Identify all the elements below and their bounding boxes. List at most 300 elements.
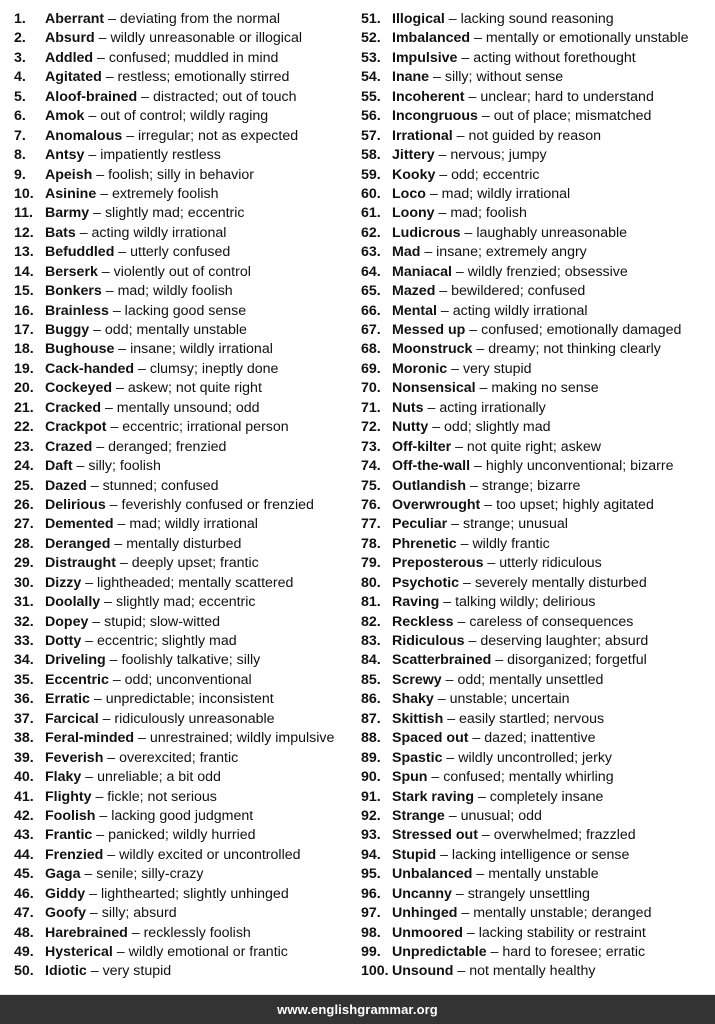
item-word: Cack-handed <box>45 360 135 377</box>
item-separator: – <box>441 671 458 688</box>
item-definition: lacking good judgment <box>111 807 254 824</box>
item-number: 37. <box>14 710 34 727</box>
item-text <box>392 962 595 981</box>
item-number: 3. <box>14 49 26 66</box>
item-text <box>392 321 681 340</box>
item-text <box>45 88 297 107</box>
item-text <box>392 127 601 146</box>
item-definition: utterly confused <box>130 244 231 261</box>
item-text <box>45 107 268 126</box>
item-text <box>45 554 259 573</box>
list-item <box>361 88 689 107</box>
item-word: Frantic <box>45 827 93 844</box>
item-definition: overexcited; frantic <box>119 749 239 766</box>
item-separator: – <box>447 516 463 533</box>
item-separator: – <box>464 88 481 105</box>
item-separator: – <box>85 905 102 922</box>
item-separator: – <box>112 944 129 960</box>
item-separator: – <box>93 49 109 66</box>
item-definition: mentally or emotionally unstable <box>485 30 689 47</box>
list-item <box>361 690 689 709</box>
item-number: 83. <box>361 633 381 649</box>
item-separator: – <box>88 613 105 630</box>
item-number: 63. <box>361 244 381 261</box>
item-definition: disorganized; forgetful <box>507 652 647 669</box>
item-separator: – <box>452 127 469 144</box>
item-separator: – <box>465 322 482 338</box>
item-word: Spun <box>392 769 428 786</box>
item-text <box>392 166 539 185</box>
list-item <box>361 29 689 48</box>
list-item <box>361 166 689 185</box>
item-separator: – <box>86 963 103 980</box>
item-definition: easily startled; nervous <box>459 710 605 727</box>
item-word: Flaky <box>45 769 82 786</box>
item-text <box>392 826 636 845</box>
item-text <box>392 904 651 923</box>
item-word: Spastic <box>392 749 443 766</box>
item-number: 33. <box>14 633 34 649</box>
item-definition: completely insane <box>489 788 604 805</box>
item-word: Aloof-brained <box>45 88 138 105</box>
item-number: 98. <box>361 924 381 941</box>
item-definition: odd; mentally unstable <box>104 322 247 338</box>
list-item <box>361 671 689 690</box>
item-text <box>392 807 542 826</box>
item-separator: – <box>470 458 486 475</box>
item-text <box>392 10 614 29</box>
list-item <box>361 865 689 884</box>
item-number: 60. <box>361 185 381 202</box>
list-item <box>361 68 689 87</box>
item-definition: odd; slightly mad <box>444 419 551 436</box>
item-number: 38. <box>14 730 34 747</box>
item-separator: – <box>456 535 473 552</box>
item-text <box>392 204 527 223</box>
list-item <box>14 360 334 379</box>
item-number: 61. <box>361 205 381 222</box>
item-word: Cockeyed <box>45 380 113 397</box>
item-text <box>392 768 614 787</box>
item-text <box>45 904 177 923</box>
item-number: 10. <box>14 185 34 202</box>
item-number: 76. <box>361 496 381 513</box>
item-definition: too upset; highly agitated <box>496 496 654 513</box>
item-number: 48. <box>14 924 34 941</box>
item-word: Crazed <box>45 438 93 455</box>
list-item <box>14 924 334 943</box>
item-word: Incongruous <box>392 108 478 125</box>
item-word: Mad <box>392 244 421 261</box>
item-text <box>392 418 551 437</box>
list-item <box>14 651 334 670</box>
item-separator: – <box>75 224 92 241</box>
item-number: 74. <box>361 458 381 475</box>
item-number: 16. <box>14 302 34 319</box>
item-definition: highly unconventional; bizarre <box>485 458 674 475</box>
item-definition: wildly uncontrolled; jerky <box>458 749 613 766</box>
item-text <box>392 729 595 748</box>
item-definition: lacking stability or restraint <box>478 924 646 941</box>
item-text <box>45 263 251 282</box>
item-number: 94. <box>361 846 381 863</box>
item-word: Gaga <box>45 866 81 883</box>
item-word: Jittery <box>392 147 435 164</box>
item-text <box>45 846 301 865</box>
list-item <box>14 321 334 340</box>
item-separator: – <box>84 108 101 125</box>
item-separator: – <box>101 399 117 416</box>
item-definition: odd; mentally unsettled <box>457 671 604 688</box>
item-definition: lacking sound reasoning <box>460 11 614 27</box>
item-text <box>392 574 647 593</box>
list-item <box>14 690 334 709</box>
item-number: 78. <box>361 535 381 552</box>
item-definition: wildly emotional or frantic <box>128 944 288 960</box>
item-word: Asinine <box>45 185 97 202</box>
item-number: 32. <box>14 613 34 630</box>
list-item <box>14 302 334 321</box>
item-text <box>392 146 547 165</box>
item-separator: – <box>105 496 122 513</box>
item-word: Stupid <box>392 846 437 863</box>
item-definition: panicked; wildly hurried <box>108 827 256 844</box>
item-number: 34. <box>14 652 34 669</box>
item-number: 66. <box>361 302 381 319</box>
item-definition: violently out of control <box>113 263 251 280</box>
item-number: 99. <box>361 944 381 960</box>
item-definition: impatiently restless <box>100 147 221 164</box>
item-text <box>45 613 220 632</box>
list-item <box>14 88 334 107</box>
item-separator: – <box>451 885 468 902</box>
item-text <box>45 10 280 29</box>
item-word: Messed up <box>392 322 466 338</box>
item-definition: bewildered; confused <box>451 283 586 300</box>
list-item <box>14 788 334 807</box>
item-number: 17. <box>14 322 34 338</box>
item-text <box>45 127 298 146</box>
item-text <box>45 865 203 884</box>
item-word: Eccentric <box>45 671 109 688</box>
item-number: 42. <box>14 807 34 824</box>
list-item <box>361 651 689 670</box>
item-separator: – <box>453 613 470 630</box>
item-definition: strange; bizarre <box>481 477 581 494</box>
item-text <box>392 282 585 301</box>
item-definition: confused; mentally whirling <box>443 769 614 786</box>
list-item <box>14 457 334 476</box>
item-number: 75. <box>361 477 381 494</box>
item-text <box>45 340 273 359</box>
item-word: Unsound <box>392 963 454 980</box>
item-word: Mental <box>392 302 437 319</box>
item-word: Amok <box>45 108 85 125</box>
item-definition: strangely unsettling <box>467 885 590 902</box>
item-definition: clumsy; ineptly done <box>149 360 279 377</box>
item-separator: – <box>472 341 489 358</box>
item-text <box>392 88 654 107</box>
item-word: Bats <box>45 224 76 241</box>
item-number: 70. <box>361 380 381 397</box>
item-definition: laughably unreasonable <box>476 224 628 241</box>
item-separator: – <box>96 185 113 202</box>
item-separator: – <box>86 477 103 494</box>
item-separator: – <box>114 341 131 358</box>
item-text <box>45 379 262 398</box>
item-separator: – <box>447 360 463 377</box>
item-separator: – <box>127 924 144 941</box>
item-text <box>45 729 334 748</box>
item-definition: lacking intelligence or sense <box>451 846 630 863</box>
item-definition: silly; without sense <box>444 69 564 86</box>
item-separator: – <box>444 11 461 27</box>
list-item <box>14 865 334 884</box>
item-text <box>45 515 258 534</box>
item-text <box>45 457 161 476</box>
item-separator: – <box>134 360 150 377</box>
item-definition: slightly mad; eccentric <box>115 594 256 611</box>
list-item <box>361 127 689 146</box>
list-item <box>361 185 689 204</box>
item-text <box>45 185 218 204</box>
item-word: Antsy <box>45 147 85 164</box>
item-word: Absurd <box>45 30 95 47</box>
item-word: Dopey <box>45 613 89 630</box>
item-text <box>45 651 260 670</box>
item-definition: overwhelmed; frazzled <box>493 827 636 844</box>
item-definition: slightly mad; eccentric <box>104 205 245 222</box>
item-text <box>45 29 302 48</box>
item-separator: – <box>101 69 118 86</box>
item-definition: wildly unreasonable or illogical <box>110 30 303 47</box>
item-separator: – <box>443 710 460 727</box>
item-word: Inane <box>392 69 430 86</box>
item-word: Overwrought <box>392 496 481 513</box>
item-text <box>45 49 278 68</box>
list-item <box>361 924 689 943</box>
item-number: 64. <box>361 263 381 280</box>
item-number: 95. <box>361 866 381 883</box>
item-word: Outlandish <box>392 477 467 494</box>
item-word: Off-the-wall <box>392 458 471 475</box>
item-number: 12. <box>14 224 34 241</box>
item-text <box>392 865 599 884</box>
item-word: Flighty <box>45 788 92 805</box>
item-number: 35. <box>14 671 34 688</box>
item-separator: – <box>480 496 497 513</box>
list-item <box>14 904 334 923</box>
item-text <box>392 593 595 612</box>
item-number: 72. <box>361 419 381 436</box>
list-item <box>14 496 334 515</box>
list-item <box>361 826 689 845</box>
item-word: Skittish <box>392 710 444 727</box>
item-separator: – <box>89 691 106 708</box>
item-definition: silly; absurd <box>101 905 177 922</box>
item-text <box>45 477 219 496</box>
item-definition: unstable; uncertain <box>449 691 570 708</box>
item-separator: – <box>428 419 445 436</box>
item-separator: – <box>92 438 109 455</box>
item-text <box>392 438 601 457</box>
item-separator: – <box>106 419 123 436</box>
item-word: Cracked <box>45 399 101 416</box>
list-item <box>14 29 334 48</box>
item-word: Barmy <box>45 205 90 222</box>
item-word: Frenzied <box>45 846 104 863</box>
item-number: 31. <box>14 594 34 611</box>
item-definition: wildly excited or uncontrolled <box>119 846 301 863</box>
item-text <box>392 49 636 68</box>
item-number: 65. <box>361 283 381 300</box>
item-text <box>392 671 603 690</box>
item-definition: stupid; slow-witted <box>104 613 221 630</box>
item-word: Bughouse <box>45 341 115 358</box>
item-text <box>392 924 646 943</box>
item-text <box>392 302 588 321</box>
item-word: Screwy <box>392 671 442 688</box>
item-separator: – <box>98 710 115 727</box>
item-definition: mentally unstable; deranged <box>473 905 652 922</box>
item-number: 96. <box>361 885 381 902</box>
item-text <box>45 68 289 87</box>
item-separator: – <box>95 807 112 824</box>
item-definition: out of control; wildly raging <box>100 108 269 125</box>
item-word: Bonkers <box>45 283 102 300</box>
item-number: 26. <box>14 496 34 513</box>
item-separator: – <box>460 224 477 241</box>
item-definition: stunned; confused <box>102 477 219 494</box>
item-text <box>45 438 226 457</box>
item-text <box>392 340 661 359</box>
item-definition: deserving laughter; absurd <box>480 633 649 649</box>
item-word: Anomalous <box>45 127 123 144</box>
list-item <box>361 49 689 68</box>
list-item <box>361 904 689 923</box>
item-word: Raving <box>392 594 440 611</box>
item-definition: foolishly talkative; silly <box>121 652 261 669</box>
item-definition: extremely foolish <box>112 185 219 202</box>
item-definition: wildly frenzied; obsessive <box>467 263 628 280</box>
item-number: 84. <box>361 652 381 669</box>
item-word: Off-kilter <box>392 438 452 455</box>
item-number: 8. <box>14 147 26 164</box>
item-number: 45. <box>14 866 34 883</box>
list-item <box>361 943 689 962</box>
item-number: 77. <box>361 516 381 533</box>
item-separator: – <box>92 166 109 183</box>
item-separator: – <box>89 322 105 338</box>
item-definition: distracted; out of touch <box>153 88 297 105</box>
item-number: 30. <box>14 574 34 591</box>
item-definition: careless of consequences <box>469 613 634 630</box>
item-number: 57. <box>361 127 381 144</box>
item-separator: – <box>104 11 120 27</box>
item-separator: – <box>85 885 101 902</box>
item-word: Dazed <box>45 477 87 494</box>
item-separator: – <box>92 827 109 844</box>
item-text <box>392 554 602 573</box>
item-number: 47. <box>14 905 34 922</box>
list-item <box>14 749 334 768</box>
item-word: Buggy <box>45 322 90 338</box>
list-item <box>361 107 689 126</box>
item-separator: – <box>474 788 490 805</box>
item-word: Imbalanced <box>392 30 471 47</box>
right-column <box>361 10 689 982</box>
item-definition: lightheaded; mentally scattered <box>97 574 294 591</box>
item-definition: recklessly foolish <box>143 924 251 941</box>
item-number: 7. <box>14 127 26 144</box>
item-definition: lacking good sense <box>124 302 247 319</box>
item-word: Loco <box>392 185 426 202</box>
item-definition: restless; emotionally stirred <box>117 69 290 86</box>
item-definition: not quite right; askew <box>466 438 601 455</box>
item-separator: – <box>475 380 492 397</box>
item-number: 97. <box>361 905 381 922</box>
item-text <box>392 613 633 632</box>
item-text <box>45 535 241 554</box>
item-text <box>45 166 254 185</box>
item-definition: confused; muddled in mind <box>108 49 279 66</box>
item-definition: dazed; inattentive <box>484 730 596 747</box>
item-text <box>392 399 546 418</box>
item-separator: – <box>486 944 503 960</box>
item-word: Dizzy <box>45 574 82 591</box>
item-word: Moronic <box>392 360 448 377</box>
item-word: Irrational <box>392 127 453 144</box>
item-number: 88. <box>361 730 381 747</box>
item-number: 54. <box>361 69 381 86</box>
item-separator: – <box>477 108 494 125</box>
list-item <box>361 399 689 418</box>
item-text <box>45 710 275 729</box>
item-separator: – <box>105 652 122 669</box>
item-separator: – <box>110 535 127 552</box>
list-item <box>361 457 689 476</box>
item-definition: mentally unsound; odd <box>116 399 260 416</box>
item-definition: askew; not quite right <box>127 380 262 397</box>
item-word: Moonstruck <box>392 341 473 358</box>
list-item <box>361 418 689 437</box>
item-separator: – <box>89 205 105 222</box>
item-word: Scatterbrained <box>392 652 492 669</box>
item-word: Crackpot <box>45 419 107 436</box>
item-definition: unrestrained; wildly impulsive <box>149 730 335 747</box>
item-word: Stark raving <box>392 788 475 805</box>
list-item <box>361 846 689 865</box>
item-number: 55. <box>361 88 381 105</box>
item-definition: insane; extremely angry <box>436 244 587 261</box>
list-item <box>361 340 689 359</box>
list-item <box>14 146 334 165</box>
item-word: Ludicrous <box>392 224 461 241</box>
item-number: 89. <box>361 749 381 766</box>
item-definition: confused; emotionally damaged <box>481 322 682 338</box>
item-word: Nuts <box>392 399 424 416</box>
item-text <box>392 651 647 670</box>
item-separator: – <box>423 399 440 416</box>
item-word: Demented <box>45 516 114 533</box>
item-word: Loony <box>392 205 435 222</box>
item-word: Distraught <box>45 555 116 572</box>
list-item <box>361 515 689 534</box>
item-number: 22. <box>14 419 34 436</box>
item-text <box>392 749 612 768</box>
list-item <box>14 107 334 126</box>
item-number: 24. <box>14 458 34 475</box>
